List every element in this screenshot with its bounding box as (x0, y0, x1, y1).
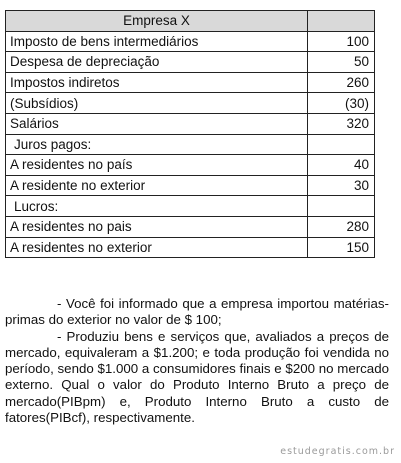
row-label: Despesa de depreciação (6, 52, 308, 73)
row-label: A residente no exterior (6, 175, 308, 196)
table-row (6, 155, 375, 176)
row-value: 320 (308, 113, 375, 134)
table-row (6, 93, 375, 114)
table-header-title: Empresa X (6, 11, 308, 32)
row-value (308, 134, 375, 155)
table-row (6, 52, 375, 73)
question-paragraph-2: - Produziu bens e serviços que, avaliados a preços de mercado, equivaleram a $1.200; e toda produção foi vendida no período, sendo $1.000 a consumidores finais e $200 no mercado externo. Qual o valor do Produto Interno Bruto a preço de mercado(PIBpm) e, Produto Interno Bruto a custo de fatores(PIBcf), respectivamente. (5, 328, 389, 426)
row-value: 260 (308, 72, 375, 93)
table-row (6, 216, 375, 237)
question-text (5, 296, 389, 426)
table-row (6, 196, 375, 217)
company-data-table (5, 10, 375, 258)
row-label: Salários (6, 113, 308, 134)
table-row (6, 72, 375, 93)
table-row (6, 175, 375, 196)
table-row (6, 134, 375, 155)
table-row (6, 237, 375, 258)
row-label: Lucros: (6, 196, 308, 217)
row-label: Juros pagos: (6, 134, 308, 155)
row-value (308, 196, 375, 217)
row-label: (Subsídios) (6, 93, 308, 114)
row-label: A residentes no pais (6, 216, 308, 237)
table-header-value (308, 11, 375, 32)
row-value: 40 (308, 155, 375, 176)
row-label: A residentes no exterior (6, 237, 308, 258)
row-label: A residentes no país (6, 155, 308, 176)
row-value: (30) (308, 93, 375, 114)
table-header-row (6, 11, 375, 32)
row-value: 30 (308, 175, 375, 196)
row-value: 280 (308, 216, 375, 237)
row-label: Impostos indiretos (6, 72, 308, 93)
site-watermark: estudegratis.com.br (280, 446, 395, 457)
row-label: Imposto de bens intermediários (6, 31, 308, 52)
question-paragraph-1: - Você foi informado que a empresa importou matérias-primas do exterior no valor de $ 100; (5, 296, 389, 328)
table-row (6, 113, 375, 134)
table-row (6, 31, 375, 52)
row-value: 50 (308, 52, 375, 73)
row-value: 100 (308, 31, 375, 52)
row-value: 150 (308, 237, 375, 258)
